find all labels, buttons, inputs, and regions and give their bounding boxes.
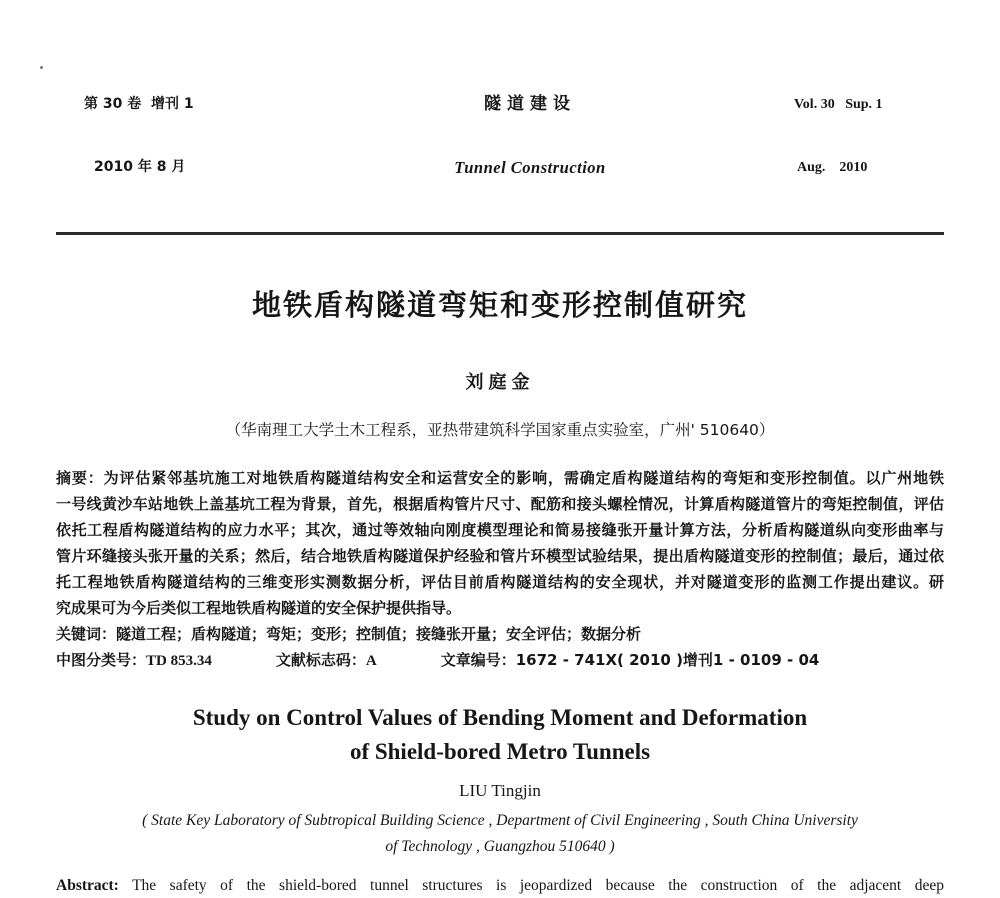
volume-issue-cn: 第 30 卷 增刊 1: [84, 96, 194, 112]
abstract-cn: [56, 465, 944, 621]
journal-header: [56, 0, 944, 220]
abstract-en-text: The safety of the shield-bored tunnel structures is jeopardized because the construction of the adjacent deep: [132, 877, 944, 894]
paper-title-cn: 地铁盾构隧道弯矩和变形控制值研究: [251, 288, 748, 322]
document-code-value: A: [365, 653, 377, 669]
header-rule: [56, 232, 944, 235]
paper-title-en-line2: of Shield-bored Metro Tunnels: [349, 739, 651, 764]
abstract-cn-line: 一号线黄沙车站地铁上盖基坑工程为背景，首先，根据盾构管片尺寸、配筋和接头螺栓情况，计算盾构隧道管片的弯矩控制值，评估: [56, 495, 944, 513]
author-cn: 刘庭金: [465, 372, 535, 393]
article-number: [441, 647, 820, 674]
author-en: LIU Tingjin: [459, 781, 541, 800]
classification-line: [56, 647, 944, 674]
journal-volume-cn: [56, 52, 266, 220]
abstract-cn-line: 管片环缝接头张开量的关系；然后，结合地铁盾构隧道保护经验和管片环模型试验结果，提出盾构隧道变形的控制值；最后，通过依: [56, 547, 944, 565]
clc-value: TD 853.34: [146, 653, 212, 669]
affiliation-en-line2: of Technology , Guangzhou 510640 ): [385, 838, 615, 855]
keywords-label-cn: 关键词：: [56, 625, 117, 643]
date-cn: 2010 年 8 月: [94, 159, 186, 175]
abstract-label-cn: 摘要：: [56, 469, 104, 487]
keywords-cn: [56, 621, 944, 647]
clc-number: [56, 647, 212, 674]
paper-title-en: [56, 701, 944, 769]
journal-name-en: Tunnel Construction: [454, 158, 606, 177]
journal-volume-en: [794, 52, 944, 220]
abstract-cn-line: 究成果可为今后类似工程地铁盾构隧道的安全保护提供指导。: [56, 599, 462, 617]
document-code-label: 文献标志码：: [275, 651, 366, 669]
clc-label: 中图分类号：: [56, 651, 147, 669]
paper-title-en-line1: Study on Control Values of Bending Moment and Deformation: [192, 705, 808, 730]
date-en: Aug. 2010: [796, 160, 868, 175]
journal-name: [454, 52, 605, 220]
abstract-cn-line: [56, 465, 944, 491]
abstract-cn-text: 为评估紧邻基坑施工对地铁盾构隧道结构安全和运营安全的影响，需确定盾构隧道结构的弯矩和变形控制值。以广州地铁: [103, 469, 944, 487]
keywords-cn-text: 隧道工程；盾构隧道；弯矩；变形；控制值；接缝张开量；安全评估；数据分析: [116, 625, 642, 643]
abstract-label-en: Abstract:: [56, 877, 119, 894]
document-code: [276, 647, 377, 674]
affiliation-en-line1: ( State Key Laboratory of Subtropical Building Science , Department of Civil Engineering , South China University: [142, 812, 858, 829]
article-number-value: 1672 - 741X( 2010 )增刊1 - 0109 - 04: [515, 651, 820, 669]
abstract-cn-line: 依托工程盾构隧道结构的应力水平；其次，通过等效轴向刚度模型理论和简易接缝张开量计算方法，分析盾构隧道纵向变形曲率与: [56, 521, 944, 539]
affiliation-cn: （华南理工大学土木工程系，亚热带建筑科学国家重点实验室，广州' 510640）: [225, 421, 775, 439]
volume-issue-en: Vol. 30 Sup. 1: [793, 97, 883, 112]
journal-name-cn: 隧道建设: [483, 94, 576, 114]
affiliation-en: [56, 808, 944, 860]
abstract-en: [56, 873, 944, 898]
abstract-cn-line: 托工程地铁盾构隧道结构的三维变形实测数据分析，评估目前盾构隧道结构的安全现状，并对隧道变形的监测工作提出建议。研: [56, 573, 944, 591]
article-number-label: 文章编号：: [440, 651, 516, 669]
scan-artifact-dot: [40, 66, 43, 69]
